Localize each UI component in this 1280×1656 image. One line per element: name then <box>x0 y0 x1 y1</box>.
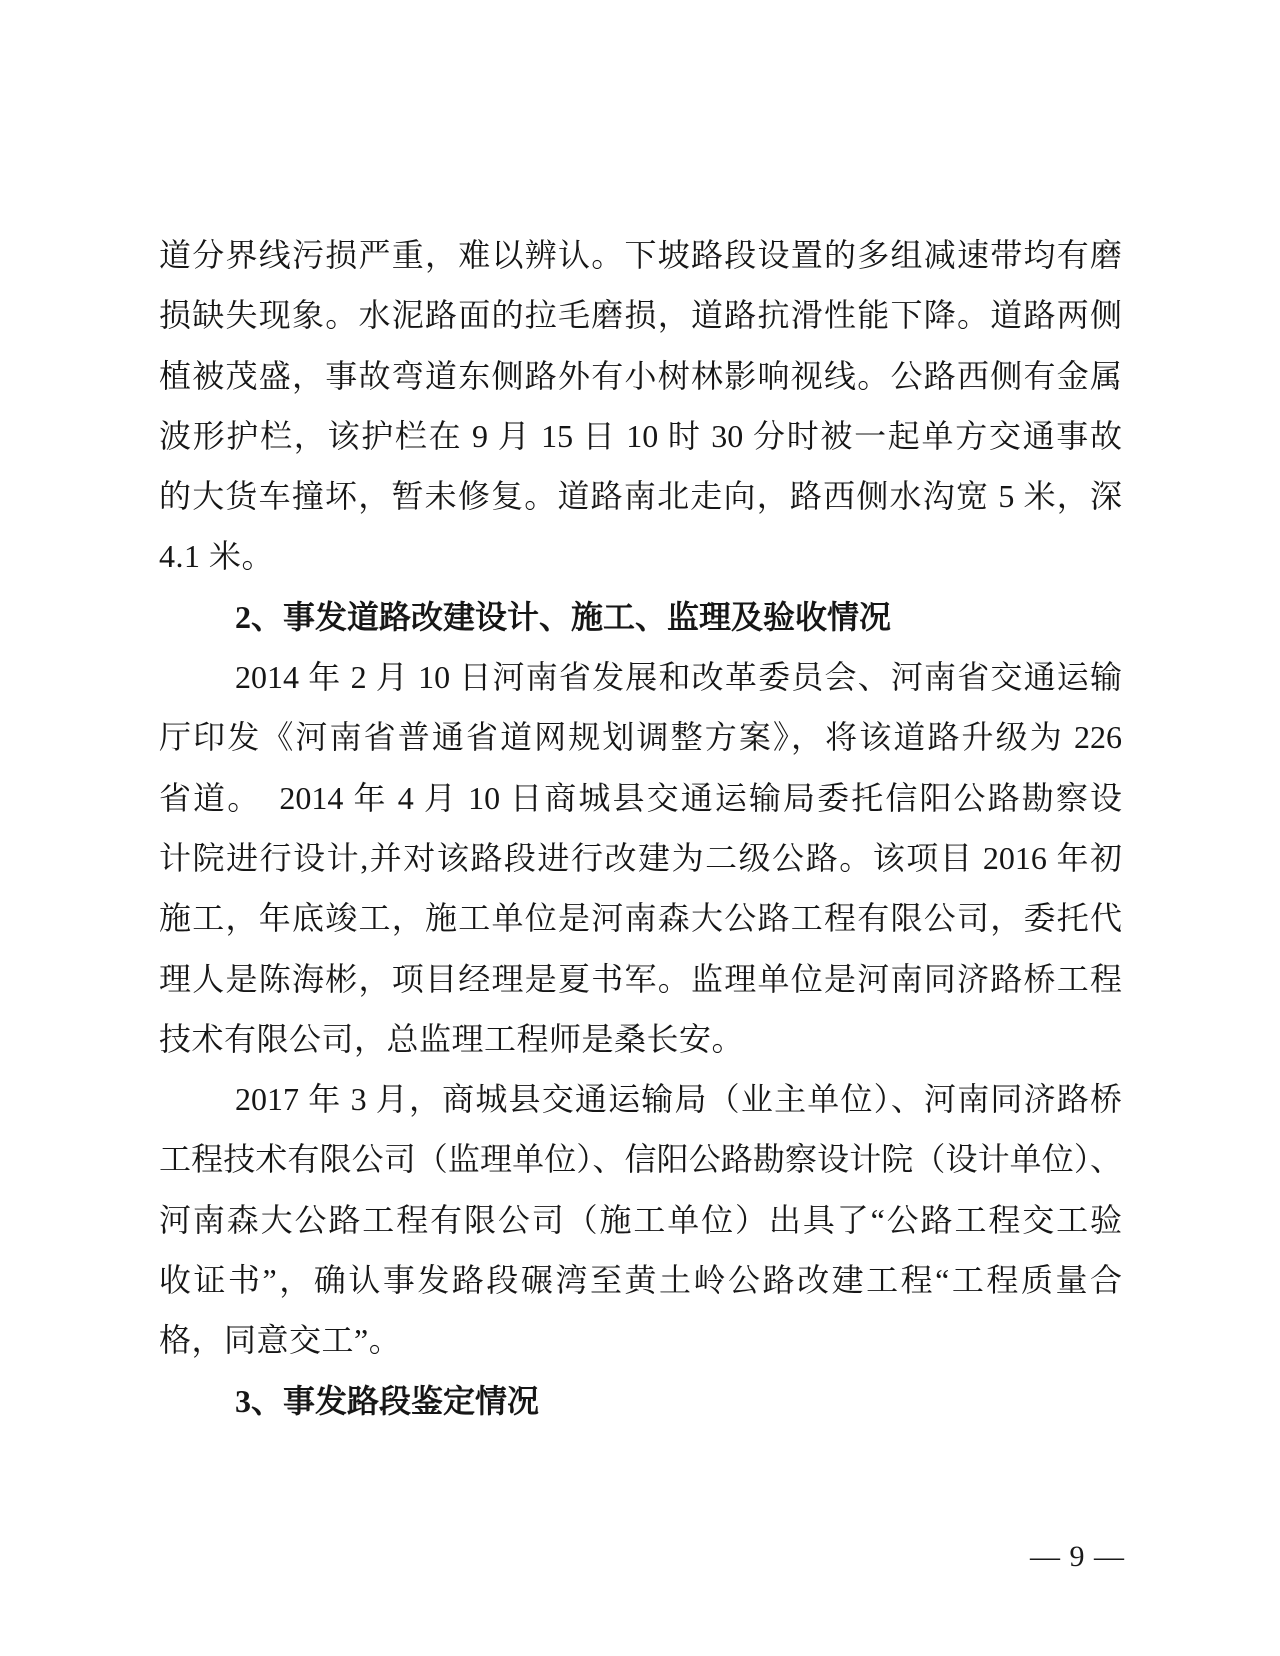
body-line-1: 道分界线污损严重，难以辨认。下坡路段设置的多组减速带均有磨 <box>159 237 1122 273</box>
body-line-2: 损缺失现象。水泥路面的拉毛磨损，道路抗滑性能下降。道路两侧 <box>159 297 1122 334</box>
body-line-5: 的大货车撞坏，暂未修复。道路南北走向，路西侧水沟宽 5 米，深 <box>159 478 1122 515</box>
body-line-6: 4.1 米。 <box>159 538 275 575</box>
body-line-16: 工程技术有限公司（监理单位）、信阳公路勘察设计院（设计单位）、 <box>159 1141 1122 1178</box>
body-line-18: 收证书”，确认事发路段碾湾至黄土岭公路改建工程“工程质量合 <box>159 1262 1122 1299</box>
body-line-15: 2017 年 3 月，商城县交通运输局（业主单位）、河南同济路桥 <box>235 1081 1122 1118</box>
body-line-14: 技术有限公司，总监理工程师是桑长安。 <box>159 1020 745 1057</box>
page-number: — 9 — <box>1030 1540 1125 1573</box>
section-heading-2: 2、事发道路改建设计、施工、监理及验收情况 <box>235 598 892 635</box>
body-line-10: 省道。 2014 年 4 月 10 日商城县交通运输局委托信阳公路勘察设 <box>159 779 1122 816</box>
document-body <box>159 225 1122 1431</box>
body-line-9: 厅印发《河南省普通省道网规划调整方案》，将该道路升级为 226 <box>159 719 1122 756</box>
body-line-17: 河南森大公路工程有限公司（施工单位）出具了“公路工程交工验 <box>159 1201 1122 1238</box>
body-line-12: 施工，年底竣工，施工单位是河南森大公路工程有限公司，委托代 <box>159 900 1122 937</box>
body-line-13: 理人是陈海彬，项目经理是夏书军。监理单位是河南同济路桥工程 <box>159 960 1122 997</box>
body-line-3: 植被茂盛，事故弯道东侧路外有小树林影响视线。公路西侧有金属 <box>159 357 1122 394</box>
body-line-19: 格，同意交工”。 <box>159 1322 402 1359</box>
section-heading-3: 3、事发路段鉴定情况 <box>235 1382 540 1419</box>
body-line-11: 计院进行设计,并对该路段进行改建为二级公路。该项目 2016 年初 <box>159 839 1122 876</box>
body-line-8: 2014 年 2 月 10 日河南省发展和改革委员会、河南省交通运输 <box>235 659 1122 696</box>
body-line-4: 波形护栏，该护栏在 9 月 15 日 10 时 30 分时被一起单方交通事故 <box>159 417 1122 454</box>
